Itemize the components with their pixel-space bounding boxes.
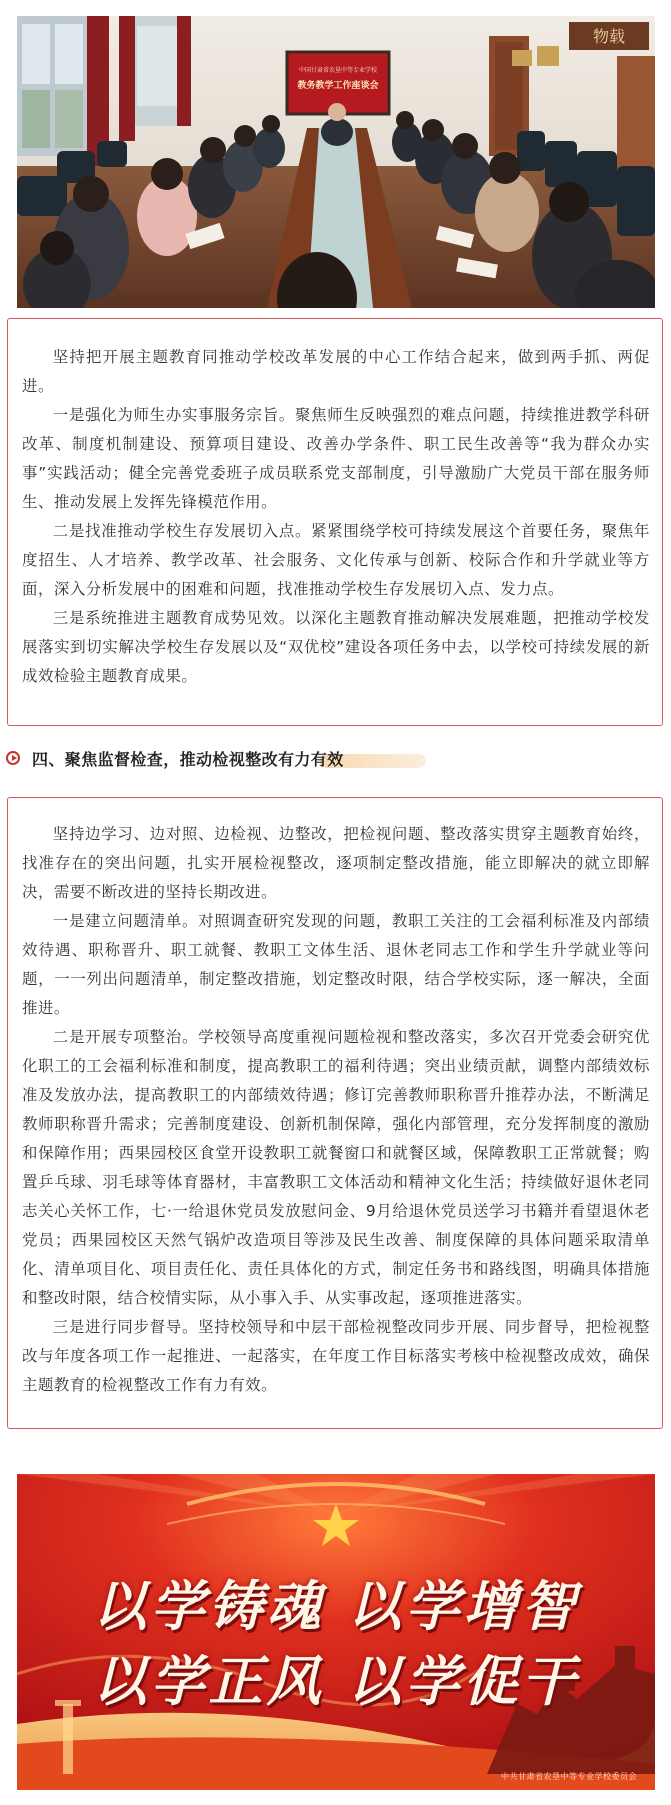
wall-plaque: 物载	[592, 27, 626, 46]
slogan-line-2: 以学正风 以学促干	[92, 1649, 580, 1713]
play-circle-icon	[6, 751, 20, 765]
banner-small-text: 中国甘肃省农垦中等专业学校	[298, 67, 378, 74]
section2-paragraph-4: 三是进行同步督导。坚持校领导和中层干部检视整改同步开展、同步督导，把检视整改与年度各项工作一起推进、一起落实，在年度工作目标落实考核中检视整改成效，确保主题教育的检视整改工作有力有效。	[22, 1318, 650, 1394]
section1-paragraph-3: 二是找准推动学校生存发展切入点。紧紧围绕学校可持续发展这个首要任务，聚焦年度招生、人才培养、教学改革、社会服务、文化传承与创新、校际合作和升学就业等方面，深入分析发展中的困难和问题，找准推动学校生存发展切入点、发力点。	[22, 522, 650, 598]
section1-paragraph-1: 坚持把开展主题教育同推动学校改革发展的中心工作结合起来，做到两手抓、两促进。	[22, 348, 650, 395]
section2-paragraph-1: 坚持边学习、边对照、边检视、边整改，把检视问题、整改落实贯穿主题教育始终，找准存在的突出问题，扎实开展检视整改，逐项制定整改措施，能立即解决的就立即解决，需要不断改进的坚持长期改进。	[22, 825, 650, 901]
slogan-line-1: 以学铸魂 以学增智	[92, 1574, 580, 1638]
section-heading	[6, 745, 344, 771]
section2-paragraph-2: 一是建立问题清单。对照调查研究发现的问题，教职工关注的工会福利标准及内部绩效待遇、职称晋升、职工就餐、教职工文体生活、退休老同志工作和学生升学就业等问题，一一列出问题清单，制定整改措施，划定整改时限，结合学校实际，逐一解决，全面推进。	[22, 912, 650, 1017]
meeting-photo	[17, 16, 655, 308]
section1-paragraph-2: 一是强化为师生办实事服务宗旨。聚焦师生反映强烈的难点问题，持续推进教学科研改革、制度机制建设、预算项目建设、改善办学条件、职工民生改善等“我为群众办实事”实践活动；健全完善党委班子成员联系党支部制度，引导激励广大党员干部在服务师生、推动发展上发挥先锋模范作用。	[22, 406, 650, 511]
section-heading-text: 四、聚焦监督检查，推动检视整改有力有效	[32, 749, 344, 769]
poster-footer: 中共甘肃省农垦中等专业学校委员会	[501, 1772, 637, 1781]
section1-paragraph-4: 三是系统推进主题教育成势见效。以深化主题教育推动解决发展难题，把推动学校发展落实到切实解决学校生存发展以及“双优校”建设各项任务中去，以学校可持续发展的新成效检验主题教育成果。	[22, 609, 650, 685]
section1-text-box	[7, 318, 663, 726]
section2-text-box	[7, 797, 663, 1429]
banner-title: 教务教学工作座谈会	[297, 81, 379, 91]
section2-paragraph-3: 二是开展专项整治。学校领导高度重视问题检视和整改落实，多次召开党委会研究优化职工的工会福利标准和制度，提高教职工的福利待遇；突出业绩贡献，调整内部绩效标准及发放办法，提高教职工的内部绩效待遇；修订完善教师职称晋升推荐办法，不断满足教师职称晋升需求；完善制度建设、创新机制保障，强化内部管理，充分发挥制度的激励和保障作用；西果园校区食堂开设教职工就餐窗口和就餐区域，保障教职工正常就餐；购置乒乓球、羽毛球等体育器材，丰富教职工文体活动和精神文化生活；持续做好退休老同志关心关怀工作，七·一给退休党员发放慰问金、9月给退休党员送学习书籍并看望退休老党员；西果园校区天然气锅炉改造项目等涉及民生改善、制度保障的具体问题采取清单化、清单项目化、项目责任化、责任具体化的方式，制定任务书和路线图，明确具体措施和整改时限，结合校情实际，从小事入手、从实事改起，逐项推进落实。	[22, 1028, 650, 1307]
slogan-poster	[17, 1474, 655, 1790]
